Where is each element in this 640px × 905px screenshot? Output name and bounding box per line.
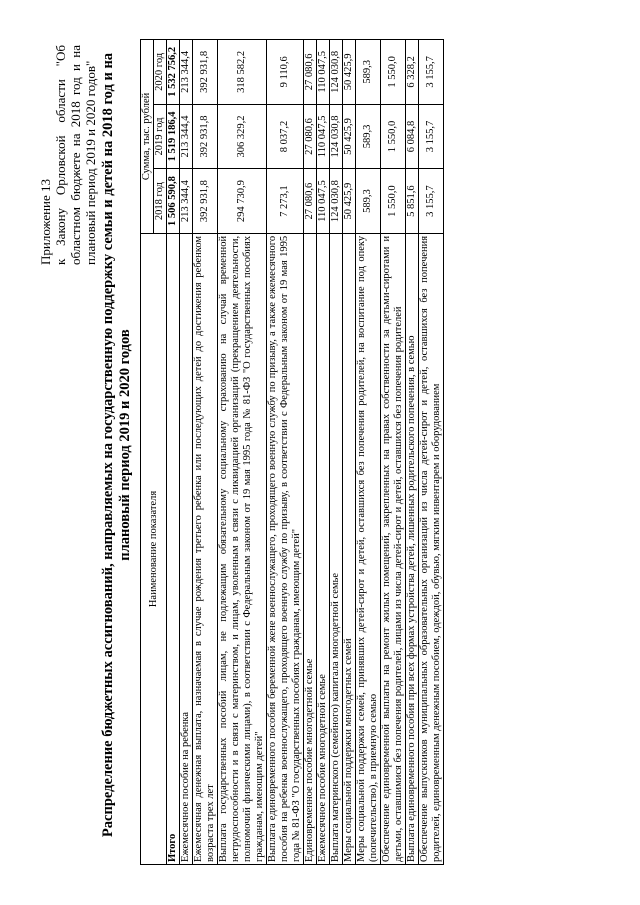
value-2018: 589,3: [356, 169, 381, 234]
table-row: [180, 40, 193, 865]
value-2018: 50 425,9: [343, 169, 356, 234]
value-2020: 318 582,2: [218, 40, 267, 105]
value-2020: 9 110,6: [267, 40, 304, 105]
value-2020: 110 047,5: [317, 40, 330, 105]
value-2020: 124 030,8: [330, 40, 343, 105]
row-name: Обеспечение единовременной выплаты на ремонт жилых помещений, закрепленных на правах собственности за детьми-сиротами и детьми, оставшимися без попечения родителей, лицами из числа детей-сирот и детей, оставшихся без попечения родителей: [381, 233, 406, 864]
row-name: Ежемесячная денежная выплата, назначаемая в случае рождения третьего ребенка или последующих детей до достижения ребенком возраста трех лет: [193, 233, 218, 864]
column-header-2019: 2019 год: [154, 104, 167, 169]
value-2019: 213 344,4: [180, 104, 193, 169]
table-header-row: [141, 40, 154, 865]
row-name: Меры социальной поддержки многодетных семей: [343, 233, 356, 864]
value-2019: 50 425,9: [343, 104, 356, 169]
row-name: Выплата государственных пособий лицам, не подлежащим обязательному социальному страхованию на случай временной нетрудоспособности и в связи с материнством, и лицам, уволенным в связи с ликвидацией организаций (прекращением деятельности, полномочий физическими лицами), в соответствии с Федеральным законом от 19 мая 1995 года № 81-ФЗ "О государственных пособиях гражданам, имеющим детей": [218, 233, 267, 864]
value-2020: 6 328,2: [406, 40, 419, 105]
column-header-sum: Сумма, тыс. рублей: [141, 40, 154, 234]
row-name: Меры социальной поддержки семей, принявших детей-сирот и детей, оставшихся без попечения родителей, на воспитание под опеку (попечительство), в приемную семью: [356, 233, 381, 864]
document-heading: Распределение бюджетных ассигнований, направляемых на государственную поддержку семьи и детей на 2018 год и на плановый период 2019 и 2020 годов: [100, 52, 133, 838]
table-row: [330, 40, 343, 865]
value-2020: 27 080,6: [304, 40, 317, 105]
column-header-name: Наименование показателя: [141, 233, 167, 864]
value-2018: 124 030,8: [330, 169, 343, 234]
column-header-2018: 2018 год: [154, 169, 167, 234]
allocation-table: [140, 39, 444, 865]
value-2018: 213 344,4: [180, 169, 193, 234]
value-2020: 213 344,4: [180, 40, 193, 105]
row-name: Единовременное пособие многодетной семье: [304, 233, 317, 864]
value-2019: 3 155,7: [419, 104, 444, 169]
table-row: [356, 40, 381, 865]
value-2019: 27 080,6: [304, 104, 317, 169]
value-2018: 1 506 590,8: [167, 169, 180, 234]
table-row: [317, 40, 330, 865]
value-2019: 1 550,0: [381, 104, 406, 169]
value-2018: 27 080,6: [304, 169, 317, 234]
table-row: [419, 40, 444, 865]
value-2018: 5 851,6: [406, 169, 419, 234]
value-2020: 392 931,8: [193, 40, 218, 105]
table-row: [304, 40, 317, 865]
table-row-total: [167, 40, 180, 865]
row-name: Выплата единовременного пособия беременной жене военнослужащего, проходящего военную службу по призыву, а также ежемесячного пособия на ребенка военнослужащего, проходящего военную службу по призыву, в соответствии с Федеральным законом от 19 мая 1995 года № 81-ФЗ "О государственных пособиях гражданам, имеющим детей": [267, 233, 304, 864]
value-2019: 110 047,5: [317, 104, 330, 169]
value-2019: 6 084,8: [406, 104, 419, 169]
row-name: Ежемесячное пособие на ребенка: [180, 233, 193, 864]
value-2018: 294 730,9: [218, 169, 267, 234]
value-2020: 1 550,0: [381, 40, 406, 105]
column-header-2020: 2020 год: [154, 40, 167, 105]
value-2020: 50 425,9: [343, 40, 356, 105]
value-2018: 7 273,1: [267, 169, 304, 234]
value-2019: 589,3: [356, 104, 381, 169]
table-row: [381, 40, 406, 865]
appendix-body: к Закону Орловской области "Об областном бюджете на 2018 год и на плановый период 2019 и 2020 годов": [53, 45, 98, 265]
row-name: Итого: [167, 233, 180, 864]
value-2020: 589,3: [356, 40, 381, 105]
appendix-note: [38, 45, 98, 265]
row-name: Ежемесячное пособие многодетной семье: [317, 233, 330, 864]
table-row: [193, 40, 218, 865]
value-2019: 8 037,2: [267, 104, 304, 169]
value-2018: 392 931,8: [193, 169, 218, 234]
value-2018: 1 550,0: [381, 169, 406, 234]
appendix-title: Приложение 13: [38, 178, 53, 265]
value-2018: 3 155,7: [419, 169, 444, 234]
table-row: [343, 40, 356, 865]
table-row: [406, 40, 419, 865]
value-2019: 124 030,8: [330, 104, 343, 169]
table-row: [267, 40, 304, 865]
value-2020: 3 155,7: [419, 40, 444, 105]
value-2020: 1 532 756,2: [167, 40, 180, 105]
value-2019: 306 329,2: [218, 104, 267, 169]
row-name: Обеспечение выпускников муниципальных образовательных организаций из числа детей-сирот и детей, оставшихся без попечения родителей, единовременным денежным пособием, одеждой, обувью, мягким инвентарем и оборудованием: [419, 233, 444, 864]
value-2019: 1 519 186,4: [167, 104, 180, 169]
row-name: Выплата единовременного пособия при всех формах устройства детей, лишенных родительского попечения, в семью: [406, 233, 419, 864]
row-name: Выплата материнского (семейного) капитала многодетной семье: [330, 233, 343, 864]
value-2019: 392 931,8: [193, 104, 218, 169]
table-row: [218, 40, 267, 865]
value-2018: 110 047,5: [317, 169, 330, 234]
